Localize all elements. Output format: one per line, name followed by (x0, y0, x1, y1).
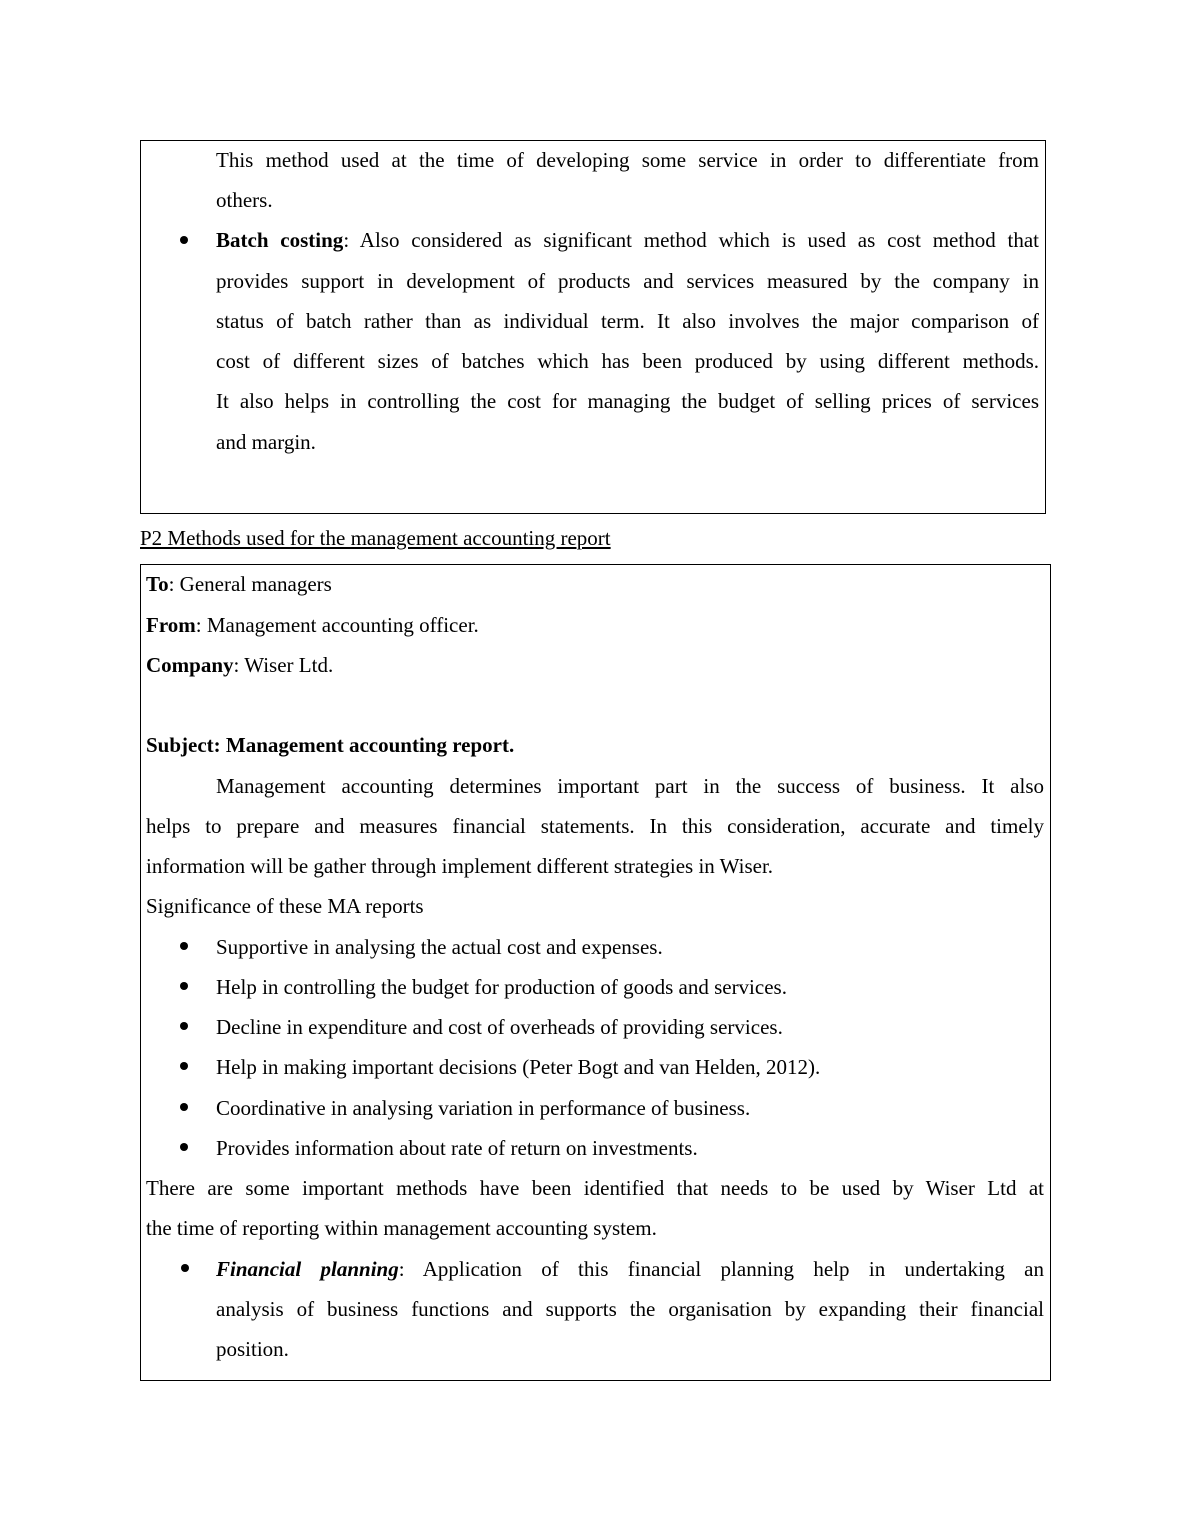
memo-company-value: : Wiser Ltd. (233, 653, 334, 677)
significance-item: Help in making important decisions (Peter Bogt and van Helden, 2012). (216, 1055, 821, 1079)
methods-line: the time of reporting within management accounting system. (146, 1216, 657, 1240)
paragraph-line: position. (216, 1337, 289, 1361)
memo-to-value: : General managers (168, 572, 332, 596)
paragraph-line: others. (216, 188, 273, 212)
memo-from (146, 612, 479, 638)
batch-costing-term: Batch costing (216, 228, 344, 252)
bullet-icon (180, 1103, 188, 1111)
methods-line: There are some important methods have been identified that needs to be used by Wiser Ltd at (146, 1176, 1044, 1200)
significance-item: Help in controlling the budget for production of goods and services. (216, 975, 787, 999)
bullet-icon (180, 982, 188, 990)
paragraph-line: This method used at the time of developing some service in order to differentiate from (216, 148, 1039, 172)
batch-costing-text: : Also considered as significant method which is used as cost method that (343, 228, 1040, 252)
memo-to (146, 571, 332, 597)
significance-item: Provides information about rate of return on investments. (216, 1136, 698, 1160)
section-heading: P2 Methods used for the management accounting report (140, 526, 611, 550)
batch-costing-line (216, 227, 1039, 253)
paragraph-line: It also helps in controlling the cost for managing the budget of selling prices of services (216, 389, 1039, 413)
paragraph-line: cost of different sizes of batches which has been produced by using different methods. (216, 349, 1039, 373)
significance-item: Supportive in analysing the actual cost and expenses. (216, 935, 663, 959)
significance-item: Coordinative in analysing variation in performance of business. (216, 1096, 751, 1120)
paragraph-line: and margin. (216, 430, 316, 454)
bullet-icon (180, 236, 188, 244)
memo-subject (146, 732, 514, 758)
bullet-icon (180, 1022, 188, 1030)
paragraph-line: analysis of business functions and supports the organisation by expanding their financial (216, 1297, 1044, 1321)
intro-line: Management accounting determines important part in the success of business. It also (216, 774, 1044, 798)
memo-company (146, 652, 333, 678)
memo-from-value: : Management accounting officer. (195, 613, 479, 637)
bullet-icon (180, 942, 188, 950)
memo-subject-text: Subject: Management accounting report. (146, 733, 515, 757)
bullet-icon (180, 1143, 188, 1151)
memo-from-label: From (146, 613, 196, 637)
significance-item: Decline in expenditure and cost of overheads of providing services. (216, 1015, 783, 1039)
financial-planning-line (216, 1256, 1044, 1282)
intro-line: information will be gather through implement different strategies in Wiser. (146, 854, 774, 878)
paragraph-line: status of batch rather than as individual term. It also involves the major comparison of (216, 309, 1039, 333)
memo-to-label: To (146, 572, 169, 596)
bullet-icon (181, 1264, 189, 1272)
memo-company-label: Company (146, 653, 234, 677)
financial-planning-term: Financial planning (216, 1257, 399, 1281)
bullet-icon (180, 1062, 188, 1070)
intro-line: helps to prepare and measures financial statements. In this consideration, accurate and timely (146, 814, 1044, 838)
financial-planning-text: : Application of this financial planning help in undertaking an (398, 1257, 1044, 1281)
paragraph-line: provides support in development of products and services measured by the company in (216, 269, 1039, 293)
significance-heading: Significance of these MA reports (146, 894, 424, 918)
